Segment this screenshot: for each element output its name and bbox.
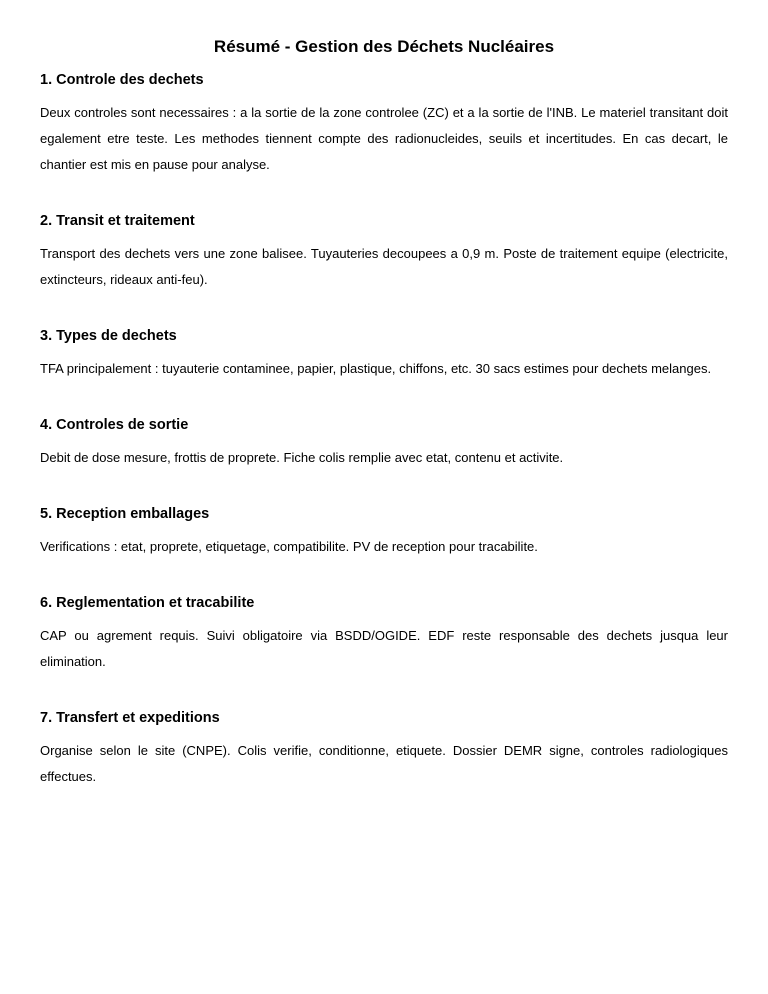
section-heading: 4. Controles de sortie (40, 417, 189, 433)
section-heading: 2. Transit et traitement (40, 213, 195, 229)
section-body: Organise selon le site (CNPE). Colis verifie, conditionne, etiquete. Dossier DEMR signe, controles radiologiques effectues. (40, 743, 728, 784)
section-reglementation (40, 593, 728, 675)
section-heading: 1. Controle des dechets (40, 72, 204, 88)
section-types (40, 326, 728, 382)
section-controle (40, 70, 728, 178)
section-controles-sortie (40, 415, 728, 471)
section-reception (40, 504, 728, 560)
section-heading: 5. Reception emballages (40, 506, 210, 522)
section-body: TFA principalement : tuyauterie contaminee, papier, plastique, chiffons, etc. 30 sacs estimes pour dechets melanges. (40, 361, 712, 376)
section-heading: 6. Reglementation et tracabilite (40, 595, 255, 611)
section-body: Transport des dechets vers une zone balisee. Tuyauteries decoupees a 0,9 m. Poste de traitement equipe (electricite, extincteurs, rideaux anti-feu). (40, 246, 728, 287)
section-body: Verifications : etat, proprete, etiquetage, compatibilite. PV de reception pour tracabilite. (40, 539, 538, 554)
section-body: Deux controles sont necessaires : a la sortie de la zone controlee (ZC) et a la sortie de l'INB. Le materiel transitant doit egalement etre teste. Les methodes tiennent compte des radionucleides, seuils et incertitudes. En cas decart, le chantier est mis en pause pour analyse. (40, 105, 728, 172)
section-body: Debit de dose mesure, frottis de proprete. Fiche colis remplie avec etat, contenu et activite. (40, 450, 564, 465)
section-transfert (40, 708, 728, 790)
section-heading: 7. Transfert et expeditions (40, 710, 220, 726)
section-transit (40, 211, 728, 293)
section-heading: 3. Types de dechets (40, 328, 177, 344)
document-title: Résumé - Gestion des Déchets Nucléaires (213, 37, 555, 56)
section-body: CAP ou agrement requis. Suivi obligatoire via BSDD/OGIDE. EDF reste responsable des dechets jusqua leur elimination. (40, 628, 728, 669)
